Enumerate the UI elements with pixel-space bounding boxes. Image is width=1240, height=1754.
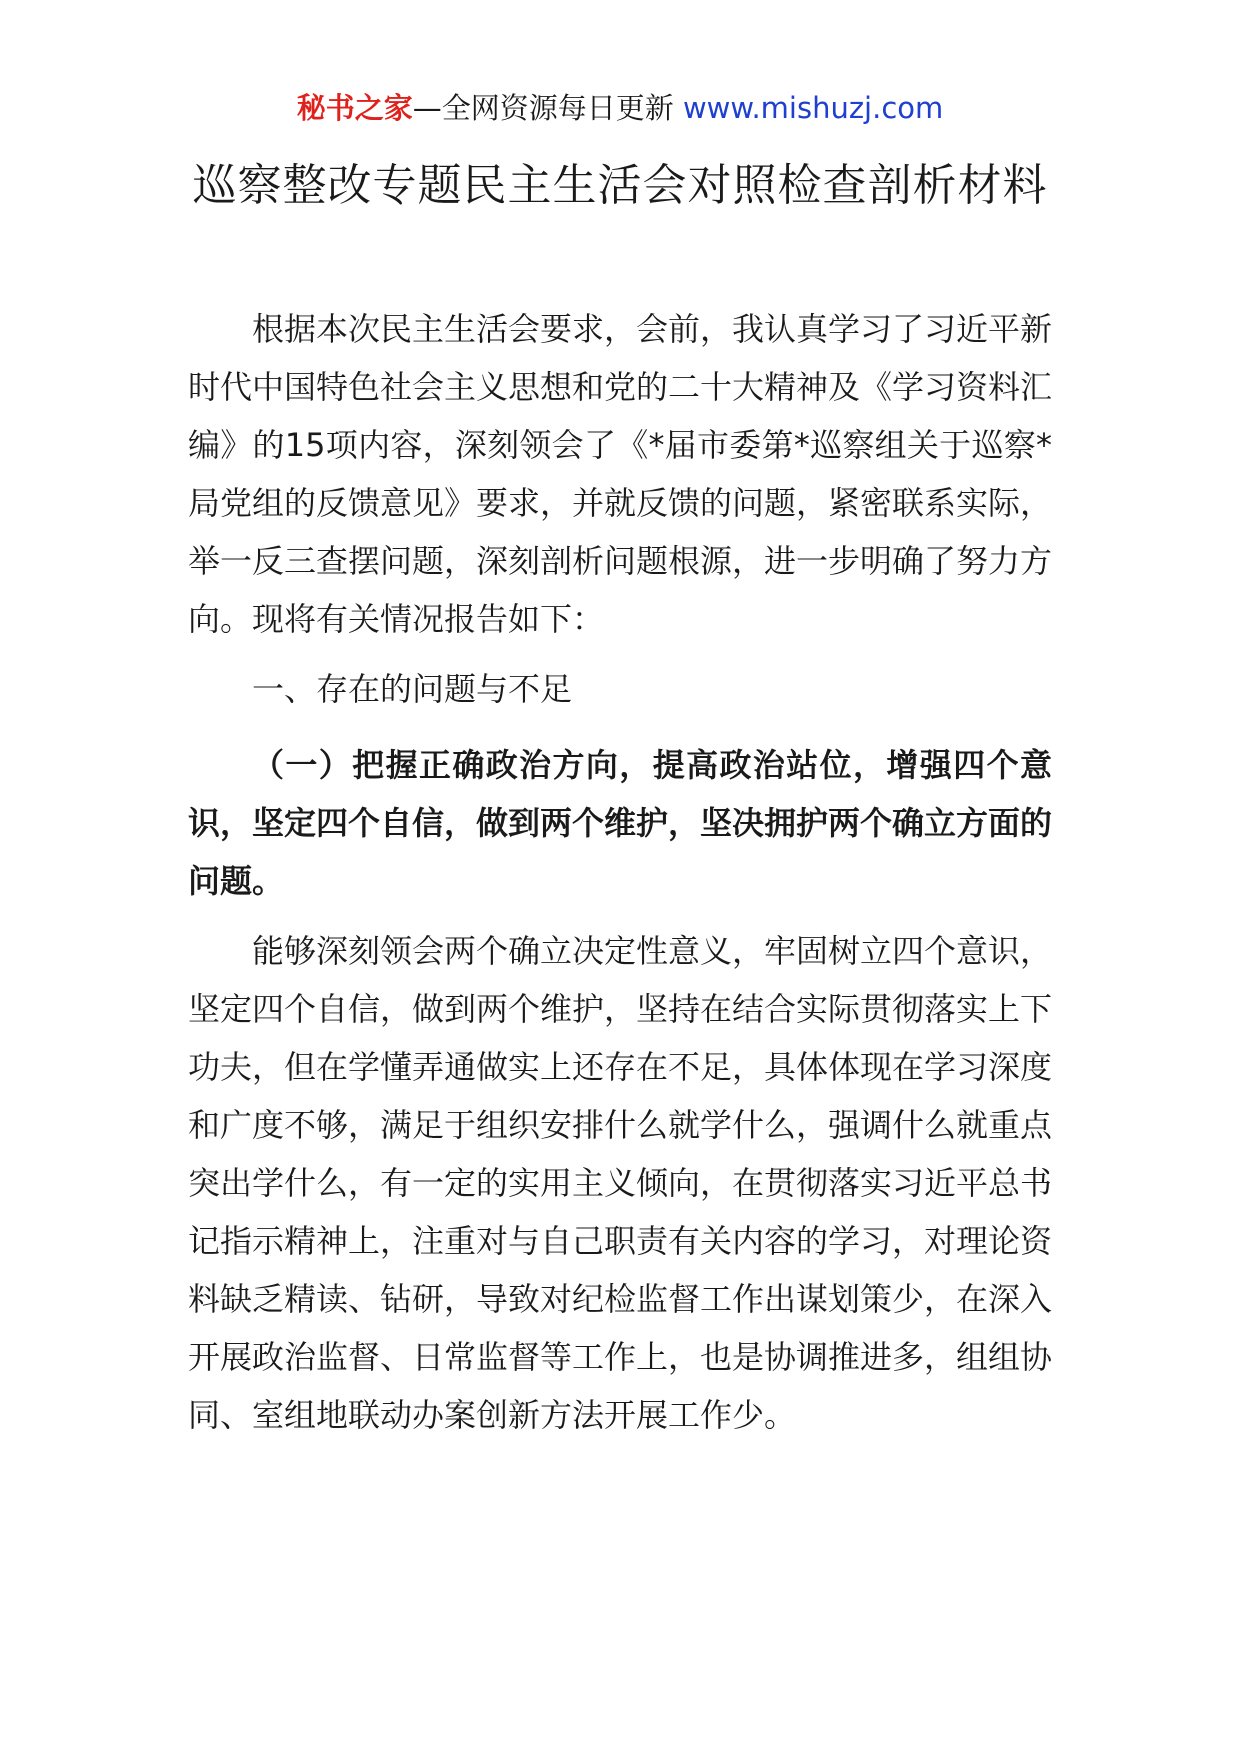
body-paragraph-1: 能够深刻领会两个确立决定性意义，牢固树立四个意识，坚定四个自信，做到两个维护，坚持在结合实际贯彻落实上下功夫，但在学懂弄通做实上还存在不足，具体体现在学习深度和广度不够，满足于组织安排什么就学什么，强调什么就重点突出学什么，有一定的实用主义倾向，在贯彻落实习近平总书记指示精神上，注重对与自己职责有关内容的学习，对理论资料缺乏精读、钻研，导致对纪检监督工作出谋划策少，在深入开展政治监督、日常监督等工作上，也是协调推进多，组组协同、室组地联动办案创新方法开展工作少。 (188, 932, 1053, 1434)
header-banner (0, 88, 1240, 128)
site-url-link[interactable]: www.mishuzj.com (682, 91, 944, 125)
intro-paragraph: 根据本次民主生活会要求，会前，我认真学习了习近平新时代中国特色社会主义思想和党的二十大精神及《学习资料汇编》的15项内容，深刻领会了《*届市委第*巡察组关于巡察*局党组的反馈意见》要求，并就反馈的问题，紧密联系实际，举一反三查摆问题，深刻剖析问题根源，进一步明确了努力方向。现将有关情况报告如下： (188, 310, 1053, 638)
document-title: 巡察整改专题民主生活会对照检查剖析材料 (192, 160, 1048, 211)
section-heading-1: 一、存在的问题与不足 (252, 670, 573, 708)
subsection-heading-1: （一）把握正确政治方向，提高政治站位，增强四个意识，坚定四个自信，做到两个维护，坚决拥护两个确立方面的问题。 (188, 746, 1053, 900)
header-tagline: —全网资源每日更新 (412, 91, 683, 125)
brand-name: 秘书之家 (296, 91, 413, 125)
